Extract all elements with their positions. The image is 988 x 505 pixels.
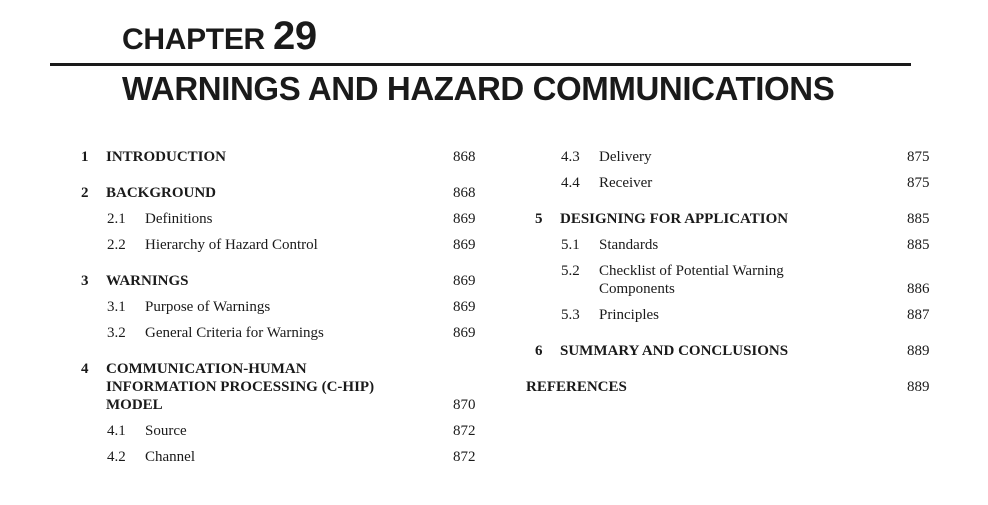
toc-title: Channel — [145, 449, 195, 465]
toc-page: 889 — [907, 379, 930, 395]
toc-title: REFERENCES — [526, 379, 627, 395]
toc-title: General Criteria for Warnings — [145, 325, 324, 341]
toc-page: 869 — [453, 237, 476, 253]
chapter-divider — [50, 63, 911, 66]
toc-page: 875 — [907, 175, 930, 191]
toc-page: 889 — [907, 343, 930, 359]
toc-number: 3.2 — [107, 325, 126, 341]
toc-title: Purpose of Warnings — [145, 299, 271, 315]
toc-title-line: Components — [599, 281, 675, 297]
toc-number: 3 — [81, 273, 89, 289]
toc-title: INTRODUCTION — [106, 149, 227, 165]
toc-title: Standards — [599, 237, 659, 253]
toc-number: 4.3 — [561, 149, 580, 165]
toc-title: Hierarchy of Hazard Control — [145, 237, 318, 253]
toc-page: 869 — [453, 299, 476, 315]
chapter-number: 29 — [272, 14, 317, 58]
toc-number: 5.3 — [561, 307, 580, 323]
toc-title: Definitions — [145, 211, 213, 227]
toc-page: 872 — [453, 423, 476, 439]
toc-title-line: MODEL — [106, 397, 163, 413]
toc-title: DESIGNING FOR APPLICATION — [560, 211, 789, 227]
toc-number: 4 — [81, 361, 89, 377]
toc-title: Principles — [599, 307, 659, 323]
toc-page: 870 — [453, 397, 476, 413]
toc-page: 885 — [907, 211, 930, 227]
toc-number: 4.4 — [561, 175, 580, 191]
toc-page: 868 — [453, 149, 476, 165]
toc-page: 869 — [453, 273, 476, 289]
toc-title: Source — [145, 423, 187, 439]
toc-page: 869 — [453, 325, 476, 341]
toc-title: SUMMARY AND CONCLUSIONS — [560, 343, 789, 359]
toc-number: 1 — [81, 149, 89, 165]
toc-title: WARNINGS — [106, 273, 189, 289]
toc-title-line: COMMUNICATION-HUMAN — [106, 361, 307, 377]
toc-page: 885 — [907, 237, 930, 253]
toc-title-line: INFORMATION PROCESSING (C-HIP) — [106, 379, 375, 395]
toc-page: 869 — [453, 211, 476, 227]
toc-page: 886 — [907, 281, 930, 297]
toc-number: 5.2 — [561, 263, 580, 279]
toc-page: 875 — [907, 149, 930, 165]
toc-title: Delivery — [599, 149, 652, 165]
toc-number: 4.2 — [107, 449, 126, 465]
chapter-heading — [122, 14, 317, 59]
toc-number: 2 — [81, 185, 89, 201]
toc-number: 2.1 — [107, 211, 126, 227]
toc-page: 887 — [907, 307, 930, 323]
toc-number: 2.2 — [107, 237, 126, 253]
toc-page: 868 — [453, 185, 476, 201]
toc-title-line: Checklist of Potential Warning — [599, 263, 784, 279]
toc-number: 5.1 — [561, 237, 580, 253]
toc-number: 6 — [535, 343, 543, 359]
toc-number: 3.1 — [107, 299, 126, 315]
toc-number: 5 — [535, 211, 543, 227]
chapter-title: WARNINGS AND HAZARD COMMUNICATIONS — [122, 70, 835, 107]
toc-title: BACKGROUND — [106, 185, 217, 201]
chapter-label: CHAPTER — [122, 23, 265, 56]
toc-page: 872 — [453, 449, 476, 465]
toc-number: 4.1 — [107, 423, 126, 439]
toc-title: Receiver — [599, 175, 653, 191]
